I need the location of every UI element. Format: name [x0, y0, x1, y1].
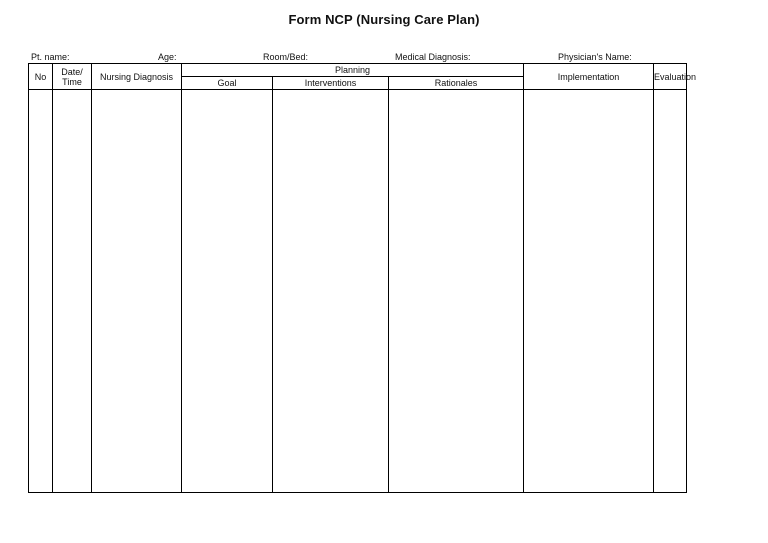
cell-goal[interactable]: [182, 90, 273, 493]
header-interventions: Interventions: [273, 77, 389, 90]
age-label: Age:: [158, 52, 177, 62]
cell-nursing-diagnosis[interactable]: [92, 90, 182, 493]
header-nursing-diagnosis: Nursing Diagnosis: [92, 64, 182, 90]
cell-interventions[interactable]: [273, 90, 389, 493]
header-rationales: Rationales: [389, 77, 524, 90]
header-date-line: Date/: [61, 66, 83, 77]
header-implementation: Implementation: [524, 64, 654, 90]
table-row: [29, 90, 687, 493]
header-time-line: Time: [62, 76, 82, 87]
header-no: No: [29, 64, 53, 90]
cell-evaluation[interactable]: [654, 90, 687, 493]
room-bed-label: Room/Bed:: [263, 52, 309, 62]
nursing-care-plan-table: [28, 63, 697, 493]
medical-diagnosis-label: Medical Diagnosis:: [395, 52, 471, 62]
cell-implementation[interactable]: [524, 90, 654, 493]
cell-no[interactable]: [29, 90, 53, 493]
form-title: Form NCP (Nursing Care Plan): [288, 12, 480, 27]
patient-name-label: Pt. name:: [31, 52, 70, 62]
cell-rationales[interactable]: [389, 90, 524, 493]
header-evaluation: Evaluation: [654, 64, 687, 90]
header-planning: Planning: [182, 64, 524, 77]
cell-date-time[interactable]: [53, 90, 92, 493]
header-goal: Goal: [182, 77, 273, 90]
physician-name-label: Physician's Name:: [558, 52, 632, 62]
header-date-time: [53, 64, 92, 90]
